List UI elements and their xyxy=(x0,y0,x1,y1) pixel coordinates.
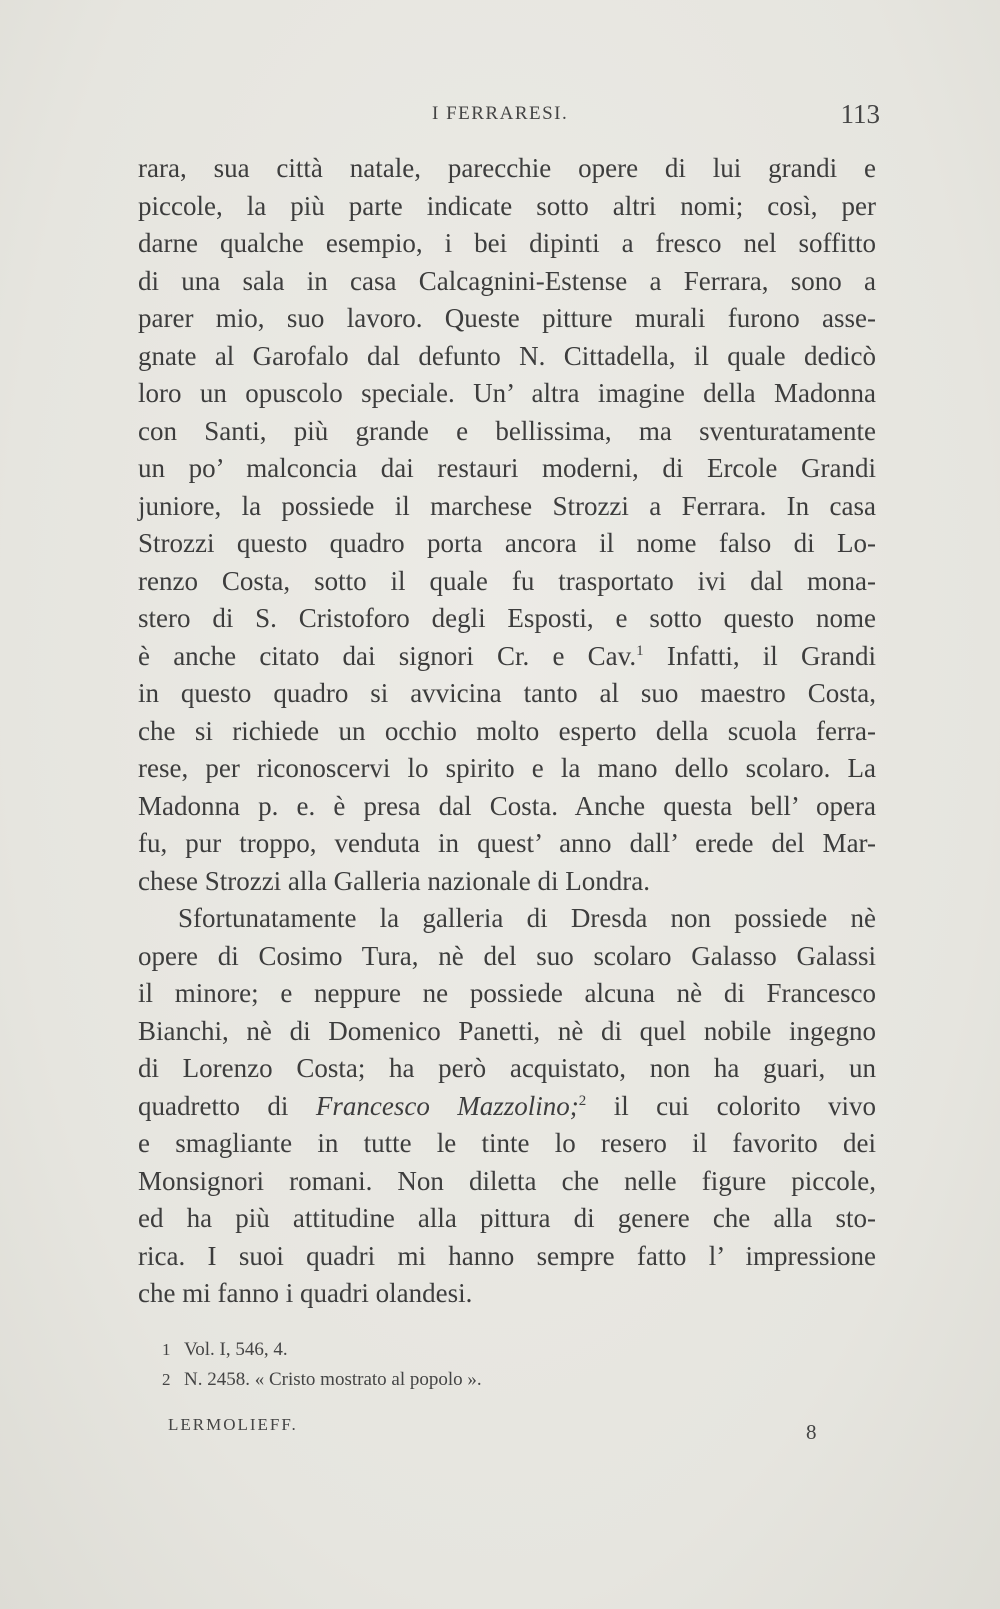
page-number: 113 xyxy=(840,99,880,129)
text-line: juniore, la possiede il marchese Strozzi a Ferrara. In casa xyxy=(138,490,876,521)
text-line: loro un opuscolo speciale. Un’ altra imagine della Madonna xyxy=(138,378,876,408)
line-head: quadretto di xyxy=(138,1090,289,1121)
text-line: parer mio, suo lavoro. Queste pitture murali furono asse- xyxy=(138,303,876,333)
running-title: I FERRARESI. xyxy=(432,103,569,124)
footnote-text: N. 2458. « Cristo mostrato al popolo ». xyxy=(184,1369,482,1390)
footnotes xyxy=(162,1335,762,1395)
text-line: piccole, la più parte indicate sotto altri nomi; così, per xyxy=(138,190,876,221)
text-line: ed ha più attitudine alla pittura di genere che alla sto- xyxy=(138,1203,876,1233)
text-line: che si richiede un occhio molto esperto della scuola ferra- xyxy=(138,715,876,746)
text-line: Monsignori romani. Non diletta che nelle figure piccole, xyxy=(138,1165,876,1196)
footnote-mark: 1 xyxy=(162,1340,171,1359)
text-line: di una sala in casa Calcagnini-Estense a Ferrara, sono a xyxy=(138,265,876,296)
text-line: il minore; e neppure ne possiede alcuna nè di Francesco xyxy=(138,978,876,1008)
text-line-with-note xyxy=(138,1088,876,1126)
italic-name: Francesco Mazzolino; xyxy=(315,1090,579,1121)
footnote-ref: 2 xyxy=(578,1092,587,1109)
text-line-with-note xyxy=(138,638,876,676)
text-line: Bianchi, nè di Domenico Panetti, nè di quel nobile ingegno xyxy=(138,1015,876,1046)
text-line: di Lorenzo Costa; ha però acquistato, non ha guari, un xyxy=(138,1053,876,1083)
footnote-text: Vol. I, 546, 4. xyxy=(184,1339,288,1360)
text-line: gnate al Garofalo dal defunto N. Cittadella, il quale dedicò xyxy=(138,340,876,371)
running-head xyxy=(140,99,880,133)
text-line: fu, pur troppo, venduta in quest’ anno dall’ erede del Mar- xyxy=(138,828,876,858)
text-line: in questo quadro si avvicina tanto al suo maestro Costa, xyxy=(138,678,876,708)
line-tail: Infatti, il Grandi xyxy=(666,640,876,671)
text-line: rara, sua città natale, parecchie opere di lui grandi e xyxy=(138,153,876,183)
signature-number: 8 xyxy=(806,1420,817,1444)
text-line: che mi fanno i quadri olandesi. xyxy=(138,1278,473,1308)
text-line: renzo Costa, sotto il quale fu trasportato ivi dal mona- xyxy=(138,565,876,596)
text-line: con Santi, più grande e bellissima, ma sventuratamente xyxy=(138,415,876,446)
text-line: rica. I suoi quadri mi hanno sempre fatto l’ impressione xyxy=(138,1240,876,1271)
text-line: chese Strozzi alla Galleria nazionale di Londra. xyxy=(138,865,651,896)
text-line: darne qualche esempio, i bei dipinti a fresco nel soffitto xyxy=(138,228,876,258)
text-line: Madonna p. e. è presa dal Costa. Anche questa bell’ opera xyxy=(138,790,876,821)
footnote xyxy=(162,1365,762,1395)
text-line: opere di Cosimo Tura, nè del suo scolaro Galasso Galassi xyxy=(138,940,876,971)
text-line: e smagliante in tutte le tinte lo resero il favorito dei xyxy=(138,1128,876,1158)
text-line: Strozzi questo quadro porta ancora il nome falso di Lo- xyxy=(138,528,876,558)
footnote-ref: 1 xyxy=(636,642,644,659)
footnote-mark: 2 xyxy=(162,1370,171,1389)
text-line: rese, per riconoscervi lo spirito e la mano dello scolaro. La xyxy=(138,753,876,783)
text-line: un po’ malconcia dai restauri moderni, di Ercole Grandi xyxy=(138,453,876,483)
line-tail: il cui colorito vivo xyxy=(613,1090,877,1121)
printer-signature: LERMOLIEFF. xyxy=(168,1415,298,1434)
footnote xyxy=(162,1335,762,1365)
body-text xyxy=(138,150,876,1313)
text-line: Sfortunatamente la galleria di Dresda non possiede nè xyxy=(178,903,876,933)
line-head: è anche citato dai signori Cr. e Cav. xyxy=(138,640,637,671)
text-line: stero di S. Cristoforo degli Esposti, e sotto questo nome xyxy=(138,603,876,633)
